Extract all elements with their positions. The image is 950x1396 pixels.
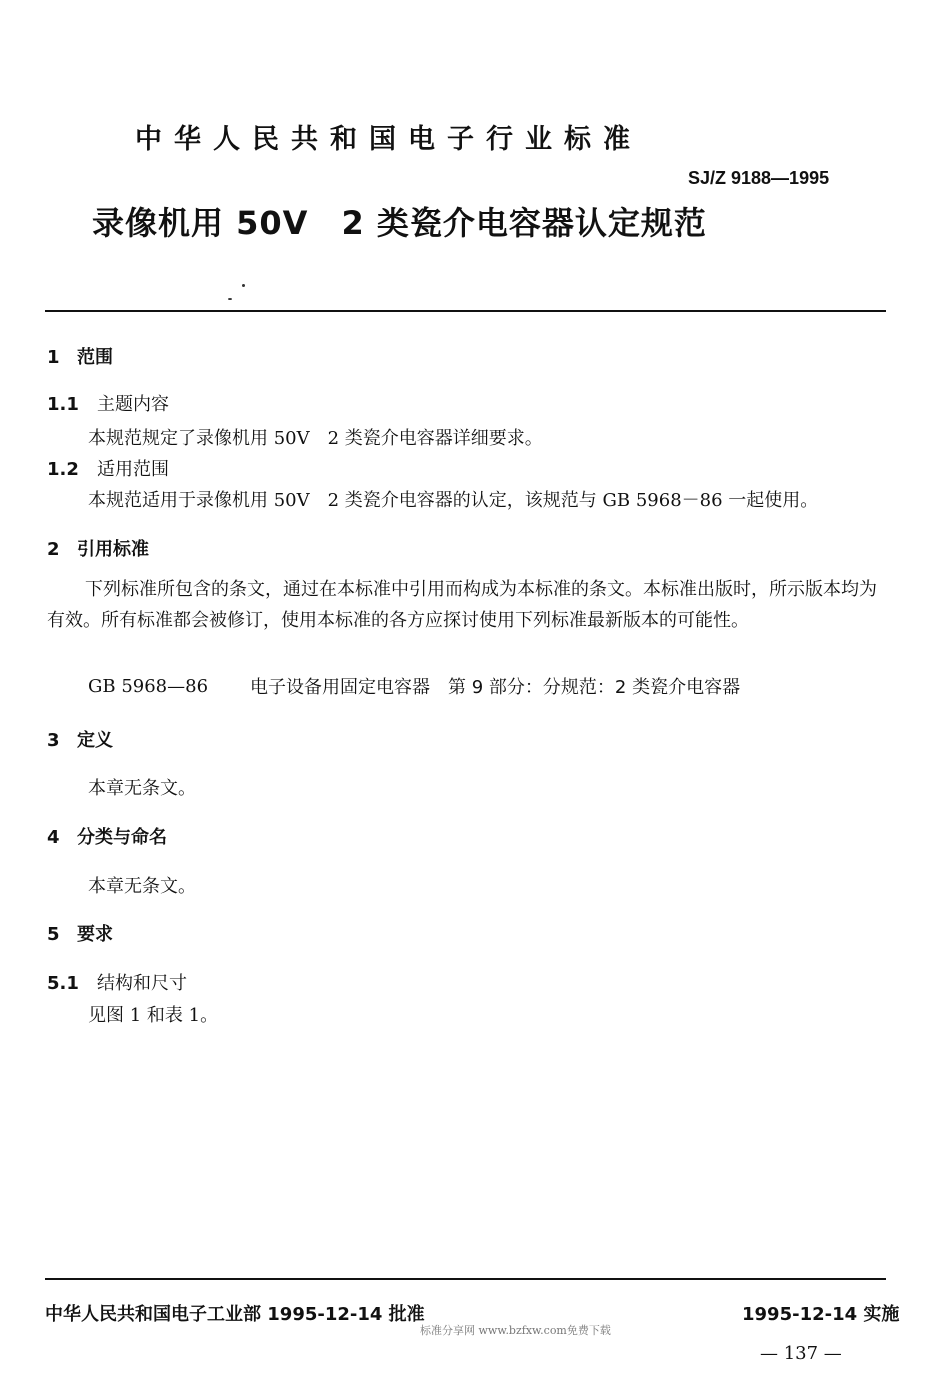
section-5-heading (47, 920, 113, 946)
subsection-number: 1.1 (47, 394, 79, 415)
section-number: 3 (47, 730, 60, 751)
section-title: 范围 (77, 347, 113, 368)
effective-date: 1995-12-14 实施 (742, 1304, 900, 1325)
standard-code: SJ/Z 9188—1995 (688, 168, 830, 188)
section-number: 2 (47, 539, 60, 560)
header-divider (45, 310, 886, 312)
section-1-heading (47, 343, 113, 369)
section-number: 5 (47, 924, 60, 945)
section-title: 分类与命名 (77, 827, 167, 848)
page-number: — 137 — (760, 1343, 842, 1364)
referenced-standard-code: GB 5968—86 (88, 676, 209, 697)
section-title: 要求 (77, 924, 113, 945)
document-title: 录像机用 50V 2 类瓷介电容器认定规范 (92, 204, 707, 242)
scan-speck (242, 284, 245, 287)
section-1-2-heading (47, 455, 169, 481)
section-4-text: 本章无条文。 (88, 876, 196, 897)
subsection-title: 主题内容 (97, 394, 169, 415)
footer-divider (45, 1278, 886, 1280)
section-1-1-heading (47, 390, 169, 416)
section-3-text: 本章无条文。 (88, 778, 196, 799)
site-watermark: 标准分享网 www.bzfxw.com免费下载 (420, 1324, 611, 1337)
issuing-organization: 中华人民共和国电子行业标准 (135, 124, 642, 155)
section-5-1-text: 见图 1 和表 1。 (88, 1005, 219, 1026)
subsection-title: 适用范围 (97, 459, 169, 480)
section-1-2-text: 本规范适用于录像机用 50V 2 类瓷介电容器的认定，该规范与 GB 5968－86 一起使用。 (88, 490, 819, 511)
section-4-heading (47, 823, 167, 849)
subsection-number: 5.1 (47, 973, 79, 994)
referenced-standard-title: 电子设备用固定电容器 第 9 部分：分规范：2 类瓷介电容器 (250, 677, 741, 698)
section-3-heading (47, 726, 113, 752)
section-2-text: 下列标准所包含的条文，通过在本标准中引用而构成为本标准的条文。本标准出版时，所示版本均为有效。所有标准都会被修订，使用本标准的各方应探讨使用下列标准最新版本的可能性。 (47, 579, 877, 631)
section-title: 引用标准 (77, 539, 149, 560)
section-1-1-text: 本规范规定了录像机用 50V 2 类瓷介电容器详细要求。 (88, 428, 543, 449)
section-2-heading (47, 535, 149, 561)
scan-speck (228, 298, 232, 300)
approval-statement: 中华人民共和国电子工业部 1995-12-14 批准 (45, 1304, 425, 1325)
section-title: 定义 (77, 730, 113, 751)
section-number: 1 (47, 347, 60, 368)
section-5-1-heading (47, 969, 187, 995)
subsection-number: 1.2 (47, 459, 79, 480)
section-number: 4 (47, 827, 60, 848)
subsection-title: 结构和尺寸 (97, 973, 187, 994)
